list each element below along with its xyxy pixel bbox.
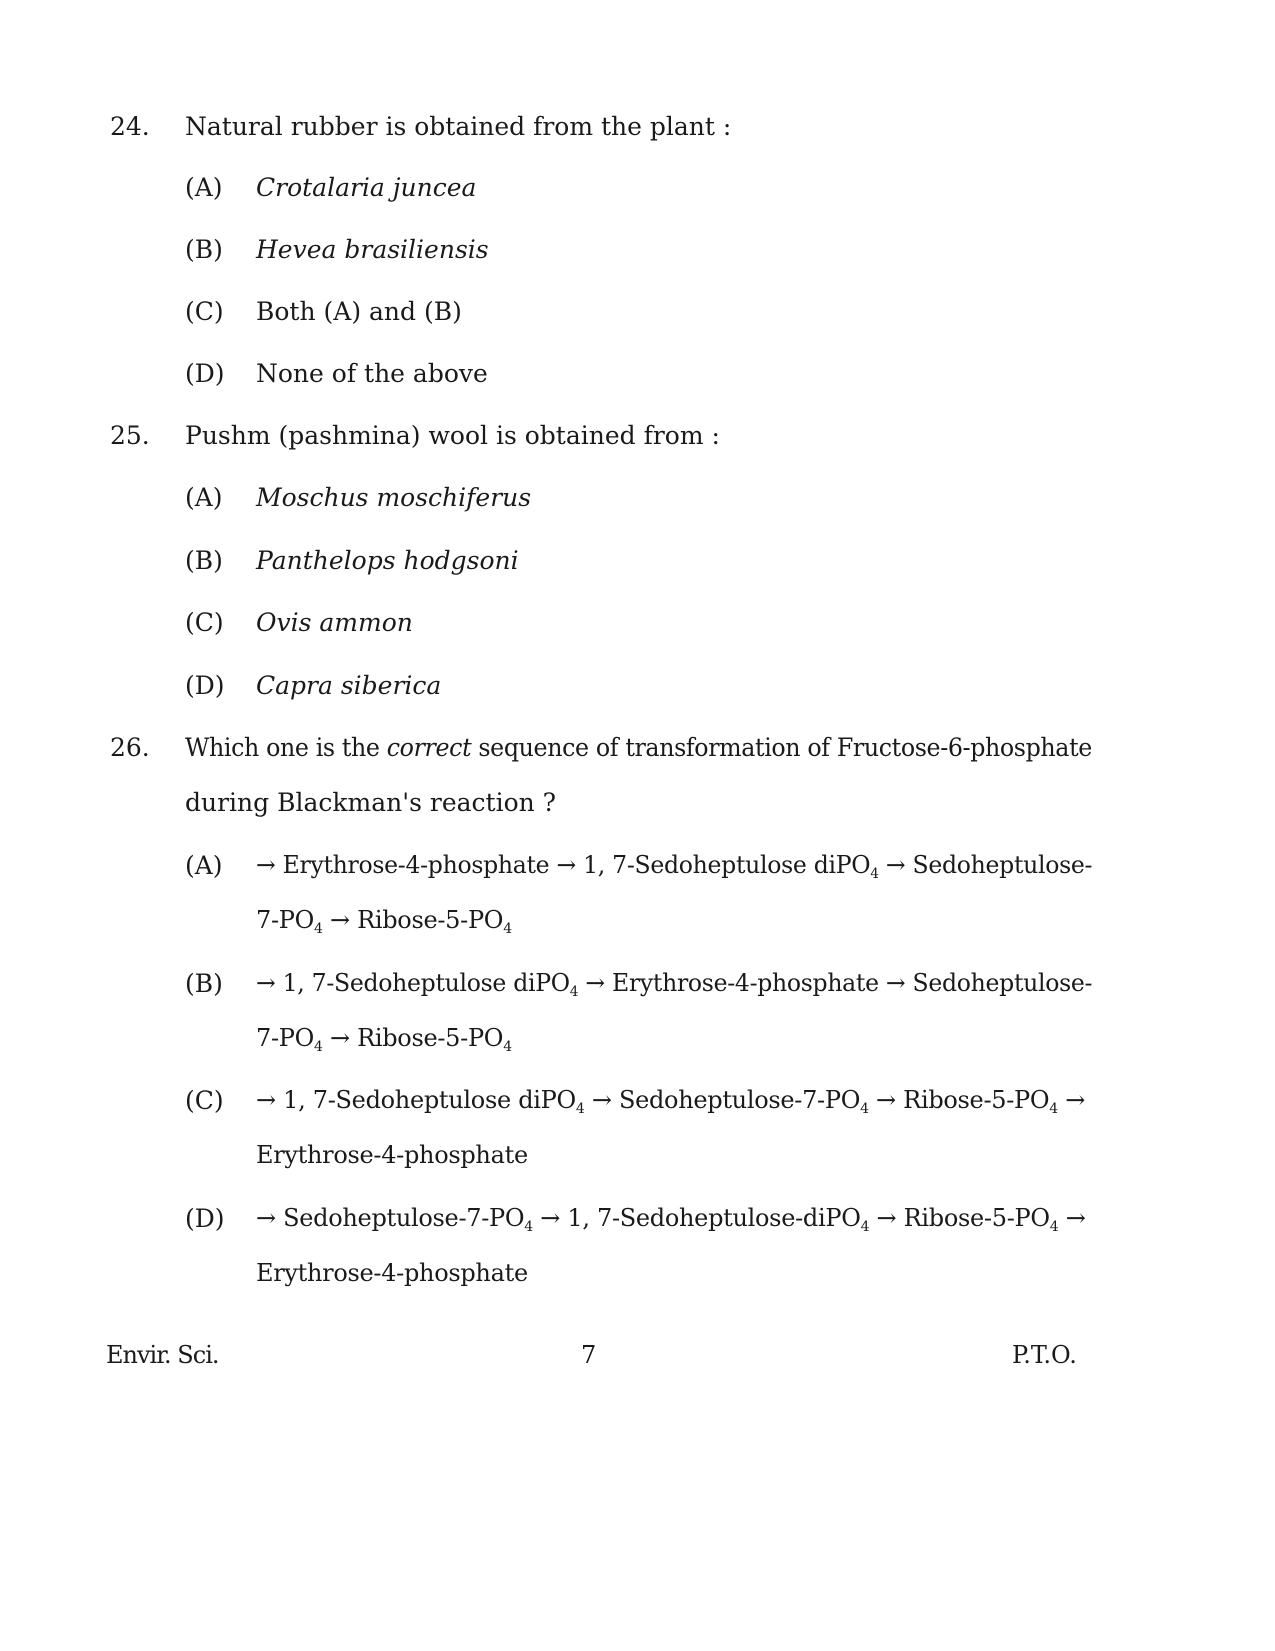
q24-option-b-text: Hevea brasiliensis	[256, 235, 489, 264]
seq-text: →	[1058, 1204, 1086, 1232]
q25-option-a-text: Moschus moschiferus	[256, 483, 532, 512]
q25-option-b-label: (B)	[185, 546, 223, 575]
q26-option-a-line1	[256, 851, 1093, 882]
q26-option-d-line1	[256, 1204, 1086, 1235]
subscript: 4	[524, 1219, 533, 1235]
q25-option-a-label: (A)	[185, 483, 223, 512]
question-26-number: 26.	[110, 733, 150, 762]
seq-text: → Ribose-5-PO	[868, 1086, 1050, 1114]
question-25-number: 25.	[110, 421, 150, 450]
q26-text-post: sequence of transformation of Fructose-6-phosphate	[478, 733, 1092, 762]
seq-text: → 1, 7-Sedoheptulose-diPO	[532, 1204, 861, 1232]
q26-option-a-line2	[256, 906, 512, 937]
subscript: 4	[1049, 1101, 1058, 1117]
subscript: 4	[503, 921, 512, 937]
subscript: 4	[314, 1039, 323, 1055]
seq-text: → Ribose-5-PO	[322, 1024, 504, 1052]
subscript: 4	[569, 984, 579, 1000]
q25-option-b-text: Panthelops hodgsoni	[256, 546, 519, 575]
subscript: 4	[870, 866, 879, 882]
q24-option-c-label: (C)	[185, 297, 224, 326]
seq-text: → Sedoheptulose-7-PO	[256, 1204, 525, 1232]
question-26-text-line1	[185, 733, 1092, 762]
seq-text: 7-PO	[256, 906, 315, 934]
seq-text: → Erythrose-4-phosphate → 1, 7-Sedoheptulose diPO	[256, 851, 871, 879]
q26-option-d-line2: Erythrose-4-phosphate	[256, 1259, 528, 1287]
question-24-text: Natural rubber is obtained from the plant :	[185, 112, 732, 141]
question-26-text-line2: during Blackman's reaction ?	[185, 788, 557, 817]
q25-option-c-label: (C)	[185, 608, 224, 637]
q24-option-d-text: None of the above	[256, 359, 488, 388]
q26-option-b-label: (B)	[185, 969, 223, 998]
subscript: 4	[1049, 1219, 1059, 1235]
q25-option-c-text: Ovis ammon	[256, 608, 413, 637]
seq-text: → Sedoheptulose-	[878, 851, 1093, 879]
q26-option-d-label: (D)	[185, 1204, 225, 1233]
seq-text: → Erythrose-4-phosphate → Sedoheptulose-	[578, 969, 1093, 997]
seq-text: → Sedoheptulose-7-PO	[584, 1086, 861, 1114]
subscript: 4	[860, 1219, 870, 1235]
page-number: 7	[581, 1341, 597, 1369]
subscript: 4	[860, 1101, 869, 1117]
q24-option-a-text: Crotalaria juncea	[256, 173, 477, 202]
q26-option-b-line2	[256, 1024, 512, 1055]
q26-option-b-line1	[256, 969, 1093, 1000]
question-25-text: Pushm (pashmina) wool is obtained from :	[185, 421, 720, 450]
q26-text-emphasis: correct	[386, 733, 472, 762]
q26-text-pre: Which one is the	[185, 733, 380, 762]
seq-text: →	[1057, 1086, 1086, 1114]
q24-option-d-label: (D)	[185, 359, 225, 388]
seq-text: → 1, 7-Sedoheptulose diPO	[256, 969, 570, 997]
seq-text: 7-PO	[256, 1024, 315, 1052]
subscript: 4	[314, 921, 323, 937]
q24-option-c-text: Both (A) and (B)	[256, 297, 462, 326]
seq-text: → Ribose-5-PO	[322, 906, 504, 934]
footer-pto: P.T.O.	[1012, 1341, 1077, 1369]
q26-option-c-line1	[256, 1086, 1086, 1117]
subscript: 4	[575, 1101, 585, 1117]
q24-option-b-label: (B)	[185, 235, 223, 264]
q26-option-c-line2: Erythrose-4-phosphate	[256, 1141, 528, 1169]
seq-text: → Ribose-5-PO	[869, 1204, 1050, 1232]
q26-option-a-label: (A)	[185, 851, 223, 880]
question-24-number: 24.	[110, 112, 150, 141]
q26-option-c-label: (C)	[185, 1086, 224, 1115]
subscript: 4	[503, 1039, 512, 1055]
q25-option-d-label: (D)	[185, 671, 225, 700]
footer-subject: Envir. Sci.	[106, 1341, 219, 1369]
q25-option-d-text: Capra siberica	[256, 671, 442, 700]
q24-option-a-label: (A)	[185, 173, 223, 202]
seq-text: → 1, 7-Sedoheptulose diPO	[256, 1086, 576, 1114]
